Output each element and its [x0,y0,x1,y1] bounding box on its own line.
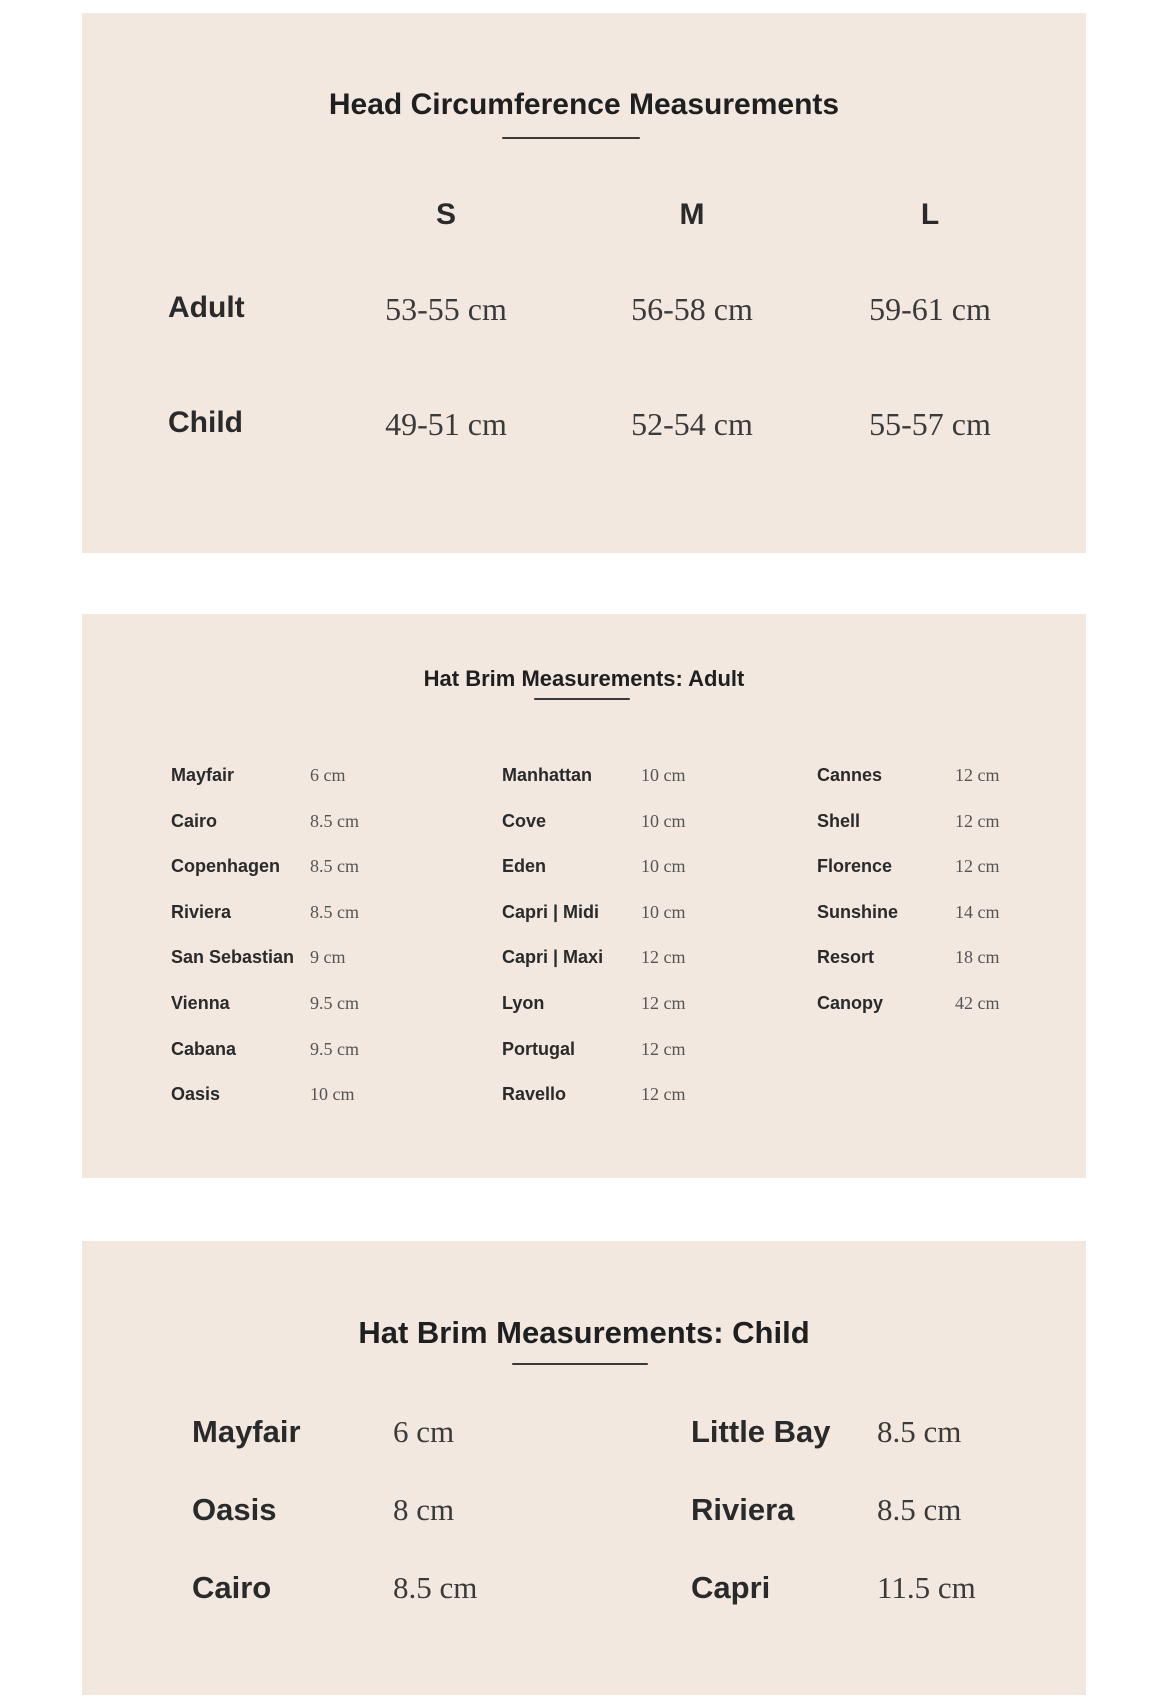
adult-brim-name: Sunshine [817,901,899,922]
child-brim-name: Riviera [691,1492,795,1527]
child-brim-name: Cairo [192,1570,272,1605]
adult-brim-value: 42 cm [955,993,1000,1013]
child-brim-value: 8.5 cm [877,1492,962,1527]
child-brim-panel [82,1241,1086,1695]
adult-brim-value: 8.5 cm [310,810,359,831]
adult-brim-name: Canopy [817,993,884,1013]
child-brim-name: Mayfair [192,1414,301,1449]
child-brim-value: 6 cm [393,1414,455,1449]
adult-size-l: 59-61 cm [869,291,991,327]
adult-brim-name: Shell [817,810,861,831]
adult-brim-value: 18 cm [955,947,1000,968]
adult-brim-name: Ravello [502,1084,567,1105]
size-header-l: L [920,198,940,231]
child-brim-value: 8.5 cm [393,1570,478,1605]
adult-brim-value: 12 cm [955,765,1000,785]
adult-brim-name: Riviera [171,901,232,922]
adult-brim-value: 12 cm [955,856,1000,877]
adult-brim-name: Oasis [171,1084,221,1105]
child-brim-name: Little Bay [691,1414,831,1449]
adult-brim-value: 10 cm [641,856,686,877]
adult-brim-value: 10 cm [641,810,686,831]
adult-brim-value: 12 cm [641,993,686,1013]
adult-brim-value: 8.5 cm [310,901,359,922]
adult-brim-value: 9 cm [310,947,346,968]
size-header-m: M [679,198,705,231]
adult-brim-name: Lyon [502,993,545,1013]
adult-size-s: 53-55 cm [385,291,507,327]
adult-brim-name: Capri | Maxi [502,947,604,968]
adult-brim-value: 10 cm [641,765,686,785]
child-size-m: 52-54 cm [631,406,753,442]
adult-brim-name: Portugal [502,1038,576,1059]
adult-brim-name: San Sebastian [171,947,295,968]
child-brim-value: 8 cm [393,1492,455,1527]
adult-brim-name: Resort [817,947,875,968]
adult-brim-name: Cannes [817,765,883,785]
adult-brim-value: 9.5 cm [310,1038,359,1059]
adult-brim-value: 12 cm [955,810,1000,831]
head-circumference-panel [82,13,1086,553]
adult-brim-value: 10 cm [641,901,686,922]
adult-brim-value: 12 cm [641,1084,686,1105]
adult-brim-name: Copenhagen [171,856,281,877]
adult-brim-name: Eden [502,856,547,877]
child-brim-title: Hat Brim Measurements: Child [358,1315,810,1350]
row-label-child: Child [168,406,243,439]
adult-brim-panel [82,614,1086,1178]
adult-brim-value: 9.5 cm [310,993,359,1013]
adult-brim-name: Cairo [171,810,218,831]
adult-size-m: 56-58 cm [631,291,753,327]
row-label-adult: Adult [168,291,245,324]
adult-brim-value: 8.5 cm [310,856,359,877]
adult-brim-name: Cabana [171,1038,237,1059]
title-underline [512,1363,648,1365]
child-brim-name: Capri [691,1570,771,1605]
adult-brim-name: Florence [817,856,893,877]
adult-brim-value: 10 cm [310,1084,355,1105]
adult-brim-name: Capri | Midi [502,901,600,922]
child-size-s: 49-51 cm [385,406,507,442]
title-underline [502,137,640,139]
child-size-l: 55-57 cm [869,406,991,442]
adult-brim-value: 6 cm [310,765,346,785]
adult-brim-name: Cove [502,810,547,831]
size-header-s: S [435,198,456,231]
child-brim-value: 11.5 cm [877,1570,976,1605]
adult-brim-value: 14 cm [955,901,1000,922]
adult-brim-name: Vienna [171,993,230,1013]
head-circumference-title: Head Circumference Measurements [328,88,840,121]
adult-brim-name: Mayfair [171,765,235,785]
adult-brim-value: 12 cm [641,947,686,968]
adult-brim-name: Manhattan [502,765,592,785]
adult-brim-value: 12 cm [641,1038,686,1059]
adult-brim-title: Hat Brim Measurements: Adult [423,666,745,691]
child-brim-value: 8.5 cm [877,1414,962,1449]
child-brim-name: Oasis [192,1492,277,1527]
title-underline [534,698,630,700]
